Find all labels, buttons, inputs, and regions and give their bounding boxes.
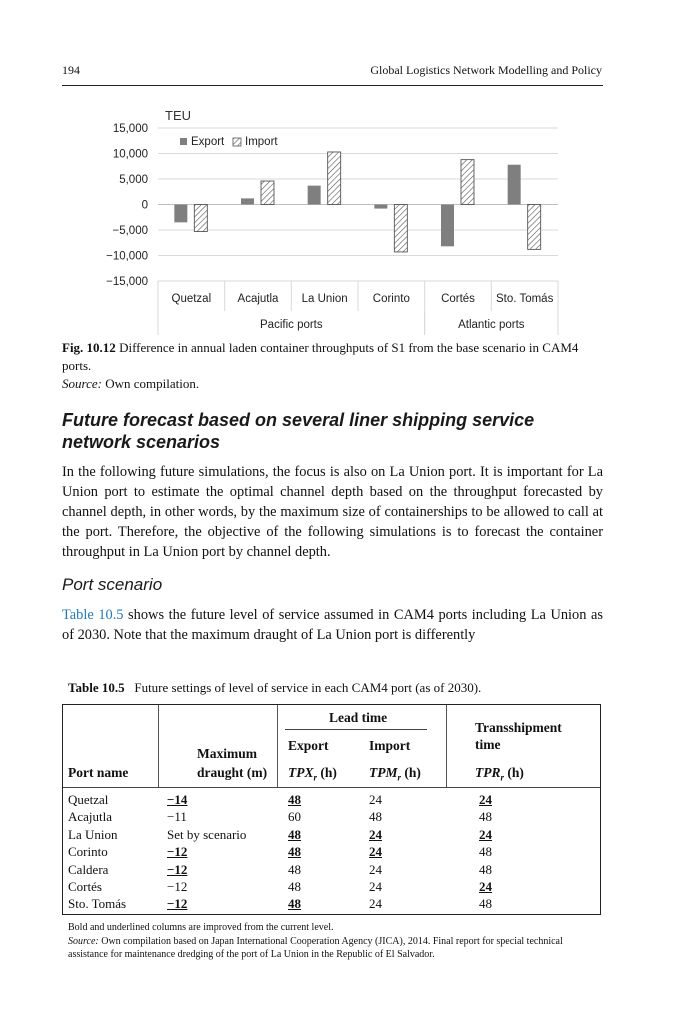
table-cell: 48 <box>288 792 301 807</box>
x-tick-label: La Union <box>301 293 348 305</box>
tpr-header: $TPR_r$ (h) <box>475 765 524 783</box>
table-label: Table 10.5 <box>68 680 125 695</box>
table-cell: 24 <box>369 844 382 860</box>
header-divider <box>158 705 159 787</box>
figure-caption-text: Difference in annual laden container throughputs of S1 from the base scenario in CAM4 ports. <box>62 340 579 373</box>
legend-export-label: Export <box>191 136 225 148</box>
table-cell: La Union <box>68 826 118 842</box>
table-cell: 48 <box>288 826 301 842</box>
section-heading: Future forecast based on several liner shipping service network scenarios <box>62 410 535 452</box>
group-label: Atlantic ports <box>458 319 525 331</box>
chart-legend <box>180 136 278 148</box>
y-tick-label: 0 <box>141 199 148 212</box>
table-cell: 24 <box>369 861 382 877</box>
export-column <box>288 791 301 913</box>
table-cell: 48 <box>288 861 301 877</box>
table-cell: 24 <box>479 826 492 842</box>
table-cell: 24 <box>369 896 382 912</box>
table-cell: 48 <box>288 896 301 912</box>
figure-source-text: Own compilation. <box>105 376 200 391</box>
header-divider <box>277 705 278 787</box>
body-paragraph: In the following future simulations, the focus is also on La Union port. It is important for La Union port to estimate the optimal channel depth based on the throughput forecasted by channel depth, in other words, by the maximum size of containerships to be allowed to call at the port. Therefore, the objective of the following simulations is to forecast the container throughput in La Union port by channel depth. <box>62 464 603 560</box>
table-note: Bold and underlined columns are improved from the current level. <box>68 922 334 933</box>
lead-time-header: Lead time <box>329 710 388 725</box>
table-cell: 48 <box>369 809 382 825</box>
x-tick-label: Quetzal <box>171 293 212 305</box>
y-tick-label: −10,000 <box>106 250 148 263</box>
group-label: Pacific ports <box>260 319 323 331</box>
running-title: Global Logistics Network Modelling and Policy <box>370 63 602 77</box>
import-column <box>369 791 382 913</box>
table-cell: 48 <box>479 809 492 825</box>
table-cell: −12 <box>167 861 188 877</box>
export-header: Export <box>288 738 329 753</box>
bar-import <box>528 205 541 250</box>
x-tick-label: Acajutla <box>237 293 279 305</box>
table-cell: −12 <box>167 896 188 912</box>
header-bottom-rule <box>63 787 600 788</box>
port-name-column <box>68 791 126 913</box>
table-cell: Acajutla <box>68 809 113 825</box>
legend-export-swatch <box>180 138 187 145</box>
bar-import <box>261 181 274 204</box>
header-divider <box>446 705 447 787</box>
import-header: Import <box>369 738 411 753</box>
table-cell: 48 <box>479 896 492 912</box>
table-cell: −12 <box>167 878 188 894</box>
table-cell: 48 <box>288 878 301 894</box>
level-of-service-table <box>62 704 601 915</box>
table-footnote <box>68 921 599 962</box>
bar-import <box>328 152 341 205</box>
table-cell: Cortés <box>68 878 102 894</box>
table-source: Source: Own compilation based on Japan International Cooperation Agency (JICA), 2014. Final report for special technical assistance for maintenance dredging of the port of La Union in the Republic of El Salvador. <box>68 935 563 960</box>
table-cell: −11 <box>167 809 187 825</box>
table-cell: 48 <box>288 844 301 860</box>
legend-import-label: Import <box>245 136 278 148</box>
port-scenario-paragraph <box>62 605 603 645</box>
bar-import <box>394 205 407 252</box>
bar-import <box>194 205 207 232</box>
legend-import-swatch <box>233 138 241 146</box>
table-cell: Set by scenario <box>167 826 247 842</box>
table-cell: −14 <box>167 792 188 807</box>
table-caption-text: Future settings of level of service in each CAM4 port (as of 2030). <box>134 680 482 695</box>
table-cell: 24 <box>369 792 382 807</box>
bar-export <box>308 186 321 205</box>
transshipment-header-bottom: time <box>475 737 501 752</box>
chart-unit-label: TEU <box>165 108 191 123</box>
table-cell: Caldera <box>68 861 109 877</box>
table-cell: −12 <box>167 844 188 860</box>
draught-column <box>167 791 246 913</box>
header-rule <box>62 85 603 86</box>
bar-export <box>508 165 521 205</box>
table-cell: 24 <box>369 878 382 894</box>
table-cell: 24 <box>479 792 492 807</box>
y-tick-label: 5,000 <box>119 174 148 186</box>
port-scenario-text: shows the future level of service assumed in CAM4 ports including La Union as of 2030. Note that the maximum draught of La Union port is differently <box>62 607 603 643</box>
y-tick-label: 15,000 <box>112 123 148 135</box>
bar-export <box>441 205 454 247</box>
draught-header-top: Maximum <box>197 746 257 761</box>
transshipment-column <box>479 791 492 913</box>
x-tick-label: Sto. Tomás <box>496 293 554 305</box>
bar-import <box>461 160 474 205</box>
table-caption <box>68 680 481 696</box>
port-name-header: Port name <box>68 765 129 780</box>
y-tick-label: 10,000 <box>112 148 148 161</box>
table-cell: Corinto <box>68 844 108 860</box>
tpx-header: $TPX_r$ (h) <box>288 765 337 783</box>
transshipment-header-top: Transshipment <box>475 720 562 735</box>
figure-caption <box>62 339 603 393</box>
figure-source-label: Source: <box>62 376 102 391</box>
table-cell: 24 <box>479 878 492 894</box>
subsection-heading: Port scenario <box>62 575 163 594</box>
bar-export <box>374 205 387 209</box>
throughput-difference-chart <box>0 100 682 340</box>
bar-export <box>174 205 187 223</box>
y-tick-label: −5,000 <box>112 225 148 237</box>
lead-time-rule <box>285 729 427 730</box>
y-tick-label: −15,000 <box>106 276 148 288</box>
tpm-header: $TPM_r$ (h) <box>369 765 421 783</box>
table-cell: Sto. Tomás <box>68 896 127 912</box>
table-cell: 48 <box>479 861 492 877</box>
table-reference-link[interactable]: Table 10.5 <box>62 607 124 623</box>
table-cell: 24 <box>369 826 382 842</box>
x-tick-label: Cortés <box>441 293 475 305</box>
x-tick-label: Corinto <box>372 293 410 305</box>
table-cell: 60 <box>288 809 301 825</box>
draught-header-bottom: draught (m) <box>197 765 268 780</box>
bar-export <box>241 198 254 204</box>
figure-label: Fig. 10.12 <box>62 340 116 355</box>
table-cell: Quetzal <box>68 792 109 807</box>
page-number: 194 <box>62 63 80 77</box>
table-cell: 48 <box>479 844 492 860</box>
